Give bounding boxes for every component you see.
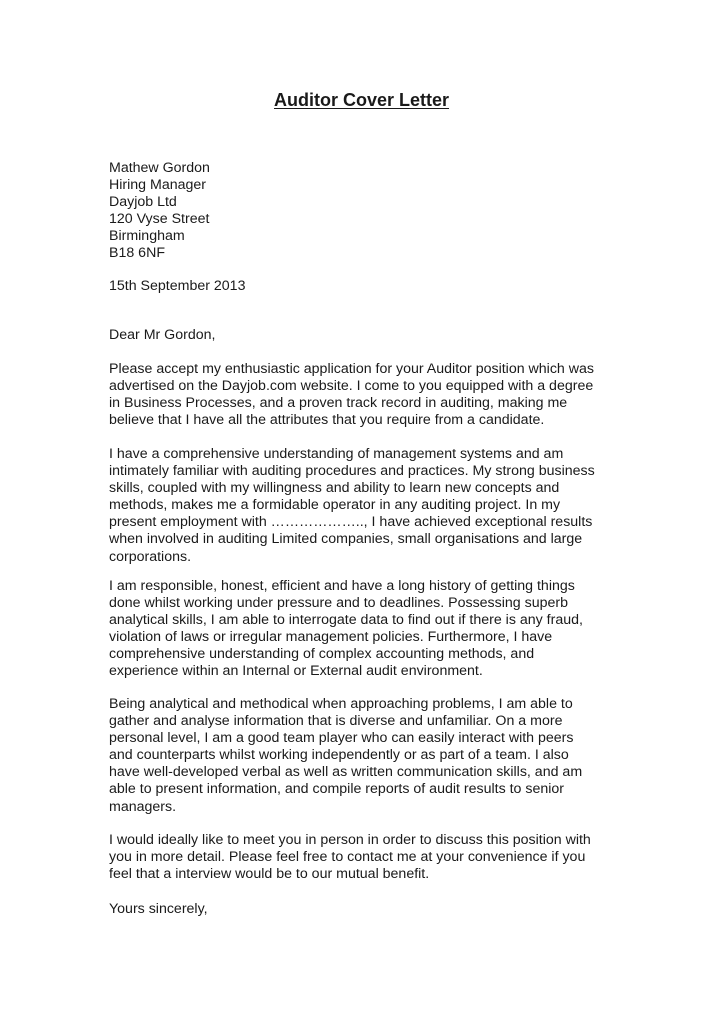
paragraph-4 [109,696,619,816]
paragraph-line: managers. [109,798,177,815]
paragraph-line: believe that I have all the attributes that you require from a candidate. [109,412,545,429]
paragraph-line: present employment with ……………….., I have achieved exceptional results [109,514,593,531]
closing: Yours sincerely, [109,901,208,917]
paragraph-line: feel that a interview would be to our mutual benefit. [109,866,430,883]
paragraph-line: comprehensive understanding of complex accounting methods, and [109,646,535,663]
paragraph-line: analytical skills, I am able to interrogate data to find out if there is any fraud, [109,612,583,629]
recipient-postcode: B18 6NF [109,245,165,262]
paragraph-line: advertised on the Dayjob.com website. I come to you equipped with a degree [109,378,594,395]
paragraph-line: Please accept my enthusiastic application for your Auditor position which was [109,361,594,377]
recipient-name: Mathew Gordon [109,160,210,176]
paragraph-line: I have a comprehensive understanding of management systems and am [109,446,564,462]
recipient-address [109,160,619,263]
letter-date: 15th September 2013 [109,278,246,294]
paragraph-line: when involved in auditing Limited companies, small organisations and large [109,531,583,548]
paragraph-line: have well-developed verbal as well as written communication skills, and am [109,764,583,781]
salutation: Dear Mr Gordon, [109,327,216,343]
paragraph-line: intimately familiar with auditing procedures and practices. My strong business [109,463,595,480]
paragraph-line: and counterparts whilst working independently or as part of a team. I also [109,747,569,764]
paragraph-line: Being analytical and methodical when approaching problems, I am able to [109,696,573,712]
paragraph-line: experience within an Internal or External audit environment. [109,663,483,680]
paragraph-line: personal level, I am a good team player who can easily interact with peers [109,730,574,747]
paragraph-line: corporations. [109,548,192,565]
paragraph-line: I would ideally like to meet you in person in order to discuss this position with [109,832,591,848]
letter-title: Auditor Cover Letter [273,90,450,110]
recipient-city: Birmingham [109,228,185,245]
paragraph-3 [109,578,619,681]
paragraph-1 [109,361,619,429]
paragraph-2 [109,446,619,566]
paragraph-line: able to present information, and compile reports of audit results to senior [109,781,565,798]
paragraph-line: I am responsible, honest, efficient and have a long history of getting things [109,578,575,594]
paragraph-line: you in more detail. Please feel free to contact me at your convenience if you [109,849,586,866]
paragraph-line: in Business Processes, and a proven track record in auditing, making me [109,395,568,412]
paragraph-line: methods, makes me a formidable operator in any auditing project. In my [109,497,561,514]
paragraph-5 [109,832,619,883]
recipient-street: 120 Vyse Street [109,211,210,228]
recipient-job-title: Hiring Manager [109,177,206,194]
paragraph-line: done whilst working under pressure and to deadlines. Possessing superb [109,595,569,612]
paragraph-line: gather and analyse information that is diverse and unfamiliar. On a more [109,713,563,730]
paragraph-line: skills, coupled with my willingness and ability to learn new concepts and [109,480,560,497]
recipient-company: Dayjob Ltd [109,194,177,211]
paragraph-line: violation of laws or irregular management policies. Furthermore, I have [109,629,553,646]
